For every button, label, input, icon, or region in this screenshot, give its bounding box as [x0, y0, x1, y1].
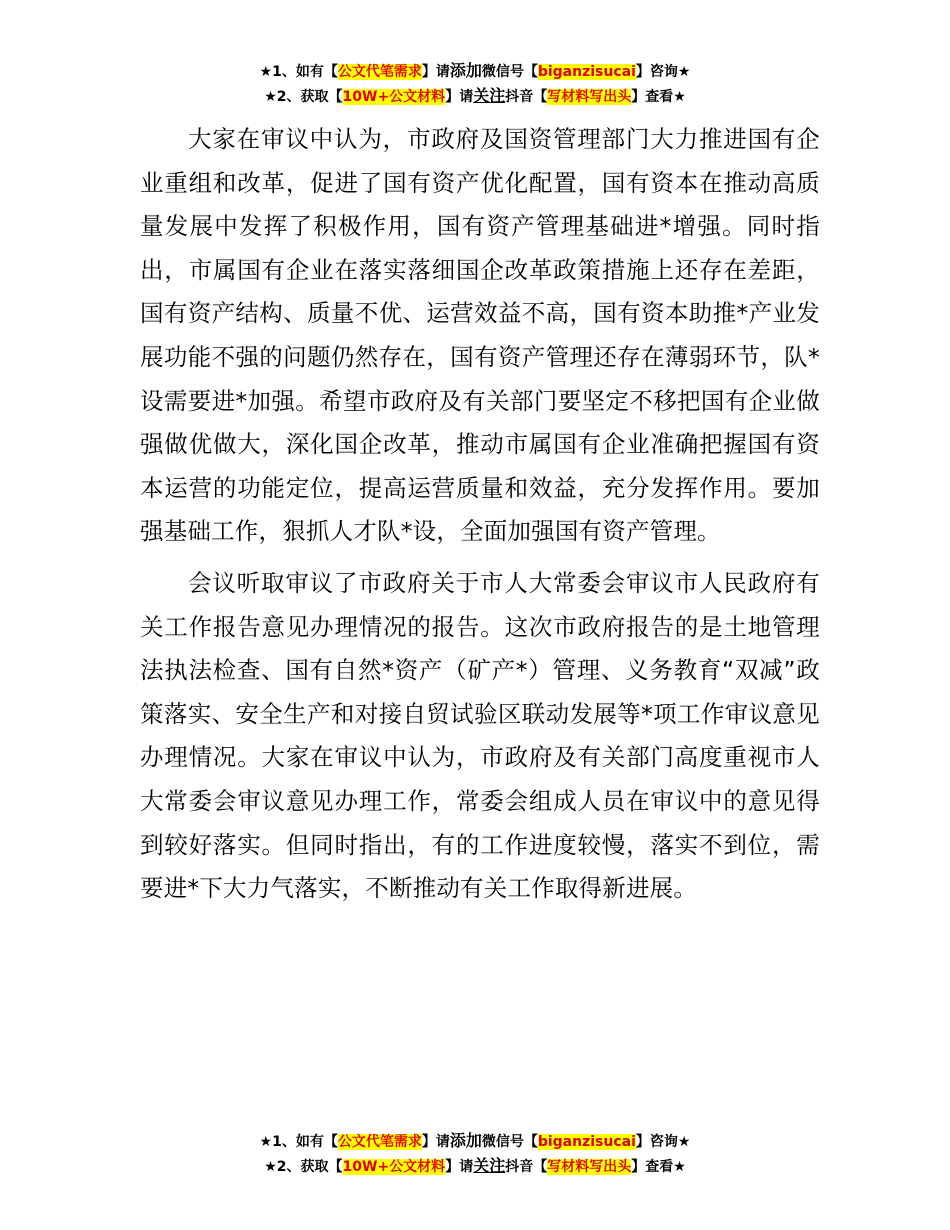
banner-text: 请: [435, 64, 450, 80]
body-paragraph-1: 大家在审议中认为，市政府及国资管理部门大力推进国有企业重组和改革，促进了国有资产优化配置，国有资本在推动高质量发展中发挥了积极作用，国有资产管理基础进*增强。同时指出，市属国有企业在落实落细国企改革政策措施上还存在差距，国有资产结构、质量不优、运营效益不高，国有资本助推*产业发展功能不强的问题仍然存在，国有资产管理还存在薄弱环节，队*设需要进*加强。希望市政府及有关部门要坚定不移把国有企业做强做优做大，深化国企改革，推动市属国有企业准确把握国有资本运营的功能定位，提高运营质量和效益，充分发挥作用。要加强基础工作，狠抓人才队*设，全面加强国有资产管理。: [140, 125, 820, 546]
banner-text: 抖音: [505, 1159, 534, 1175]
banner-text: 微信号: [481, 1134, 524, 1150]
banner-text: 请: [459, 89, 474, 105]
banner-text: 请: [435, 1134, 450, 1150]
banner-highlight-douyin-id: 写材料写出头: [547, 89, 632, 105]
banner-highlight-wechat-id: biganzisucai: [537, 64, 636, 80]
banner-bracket: 【: [523, 1134, 538, 1150]
banner-highlight-materials: 10W+公文材料: [342, 89, 446, 105]
banner-line-2: [0, 84, 950, 109]
banner-bracket: 】: [445, 89, 460, 105]
banner-highlight-service: 公文代笔需求: [337, 1134, 422, 1150]
banner-bracket: 】: [421, 1134, 436, 1150]
banner-bracket: 】: [631, 1159, 646, 1175]
banner-bracket: 【: [533, 89, 548, 105]
banner-line-1: [0, 59, 950, 84]
banner-text: 咨询★: [649, 1134, 691, 1150]
header-banner: [0, 59, 950, 109]
banner-text: ★1、如有: [259, 64, 324, 80]
banner-emphasis: 关注: [473, 86, 506, 105]
banner-text: 咨询★: [649, 64, 691, 80]
banner-text: 请: [459, 1159, 474, 1175]
banner-text: ★2、获取: [264, 1159, 329, 1175]
banner-text: ★1、如有: [259, 1134, 324, 1150]
banner-emphasis: 添加: [449, 1131, 482, 1150]
banner-bracket: 【: [328, 1159, 343, 1175]
banner-bracket: 】: [445, 1159, 460, 1175]
banner-bracket: 】: [421, 64, 436, 80]
banner-bracket: 【: [533, 1159, 548, 1175]
body-paragraph-2: 会议听取审议了市政府关于市人大常委会审议市人民政府有关工作报告意见办理情况的报告。这次市政府报告的是土地管理法执法检查、国有自然*资产（矿产*）管理、义务教育“双减”政策落实、安全生产和对接自贸试验区联动发展等*项工作审议意见办理情况。大家在审议中认为，市政府及有关部门高度重视市人大常委会审议意见办理工作，常委会组成人员在审议中的意见得到较好落实。但同时指出，有的工作进度较慢，落实不到位，需要进*下大力气落实，不断推动有关工作取得新进展。: [140, 568, 820, 903]
banner-text: ★2、获取: [264, 89, 329, 105]
banner-bracket: 】: [635, 64, 650, 80]
banner-line-2: [0, 1154, 950, 1179]
banner-text: 查看★: [645, 1159, 686, 1175]
banner-line-1: [0, 1129, 950, 1154]
banner-bracket: 【: [523, 64, 538, 80]
banner-emphasis: 添加: [449, 61, 482, 80]
banner-emphasis: 关注: [473, 1156, 506, 1175]
banner-bracket: 】: [635, 1134, 650, 1150]
banner-highlight-materials: 10W+公文材料: [342, 1159, 446, 1175]
banner-text: 查看★: [645, 89, 686, 105]
banner-highlight-douyin-id: 写材料写出头: [547, 1159, 632, 1175]
banner-bracket: 【: [323, 64, 338, 80]
banner-highlight-service: 公文代笔需求: [337, 64, 422, 80]
footer-banner: [0, 1129, 950, 1179]
banner-bracket: 【: [328, 89, 343, 105]
banner-bracket: 【: [323, 1134, 338, 1150]
document-body: [140, 118, 820, 919]
banner-text: 微信号: [481, 64, 524, 80]
banner-text: 抖音: [505, 89, 534, 105]
banner-bracket: 】: [631, 89, 646, 105]
banner-highlight-wechat-id: biganzisucai: [537, 1134, 636, 1150]
